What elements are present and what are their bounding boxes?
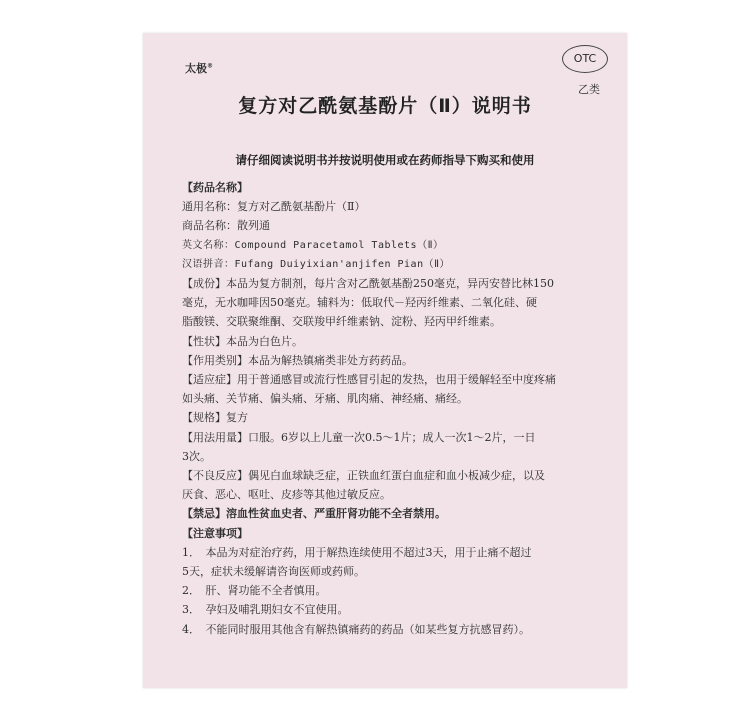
generic-name: 通用名称：复方对乙酰氨基酚片（Ⅱ） [182,200,366,214]
brand-logo: 太极® [185,62,213,75]
precautions-heading: 【注意事项】 [182,526,248,540]
contraindication: 【禁忌】溶血性贫血史者、严重肝肾功能不全者禁用。 [182,507,446,521]
leaflet-body [182,178,597,639]
document-title: 复方对乙酰氨基酚片（Ⅱ）说明书 [238,95,532,117]
indication-line-2: 如头痛、关节痛、偏头痛、牙痛、肌肉痛、神经痛、痛经。 [182,392,468,406]
precaution-1-line-2: 5天，症状未缓解请咨询医师或药师。 [182,565,365,579]
dosage-line-2: 3次。 [182,449,211,463]
otc-badge: OTC [562,45,608,73]
composition-line-2: 毫克，无水咖啡因50毫克。辅料为：低取代－羟丙纤维素、二氧化硅、硬 [182,296,537,310]
adverse-line-1: 【不良反应】偶见白血球缺乏症，正铁血红蛋白血症和血小板减少症，以及 [182,469,545,483]
category: 【作用类别】本品为解热镇痛类非处方药药品。 [182,353,413,367]
english-name: 英文名称：Compound Paracetamol Tablets（Ⅱ） [182,239,444,251]
indication-line-1: 【适应症】用于普通感冒或流行性感冒引起的发热，也用于缓解轻至中度疼痛 [182,373,556,387]
section-drug-name-heading: 【药品名称】 [182,181,248,194]
precaution-4: 4． 不能同时服用其他含有解热镇痛药的药品（如某些复方抗感冒药）。 [182,622,530,636]
composition-line-1: 【成份】本品为复方制剂，每片含对乙酰氨基酚250毫克，异丙安替比林150 [182,277,554,291]
precaution-2: 2． 肝、肾功能不全者慎用。 [182,584,327,598]
precaution-1-line-1: 1． 本品为对症治疗药，用于解热连续使用不超过3天，用于止痛不超过 [182,545,532,559]
character: 【性状】本品为白色片。 [182,334,303,348]
trade-name: 商品名称：散列通 [182,219,270,233]
adverse-line-2: 厌食、恶心、呕吐、皮疹等其他过敏反应。 [182,488,391,502]
dosage-line-1: 【用法用量】口服。6岁以上儿童一次0.5～1片；成人一次1～2片，一日 [182,430,536,444]
otc-class-label: 乙类 [578,83,600,96]
precaution-3: 3． 孕妇及哺乳期妇女不宜使用。 [182,603,349,617]
usage-instruction: 请仔细阅读说明书并按说明使用或在药师指导下购买和使用 [235,153,535,167]
specification: 【规格】复方 [182,411,248,425]
composition-line-3: 脂酸镁、交联聚维酮、交联羧甲纤维素钠、淀粉、羟丙甲纤维素。 [182,315,501,329]
pinyin-name: 汉语拼音：Fufang Duiyixian'anjifen Pian（Ⅱ） [182,258,451,270]
